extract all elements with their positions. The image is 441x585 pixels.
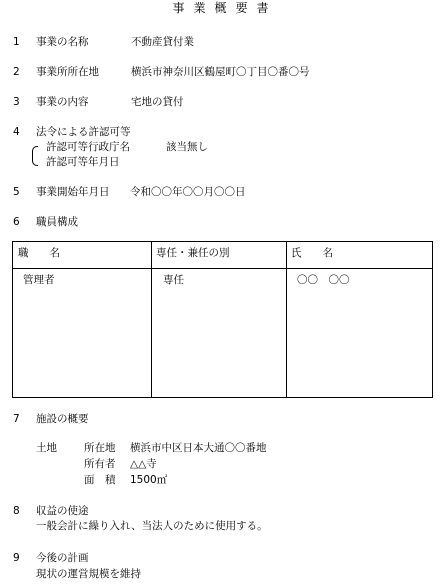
facility-owner-value: △△寺 (130, 458, 157, 470)
item-label-office-address: 事業所所在地 (36, 66, 99, 78)
permit-agency-value: 該当無し (166, 141, 208, 153)
table-row (13, 269, 433, 398)
item-label-facility: 施設の概要 (36, 413, 89, 425)
item-number: 8 (13, 505, 20, 517)
facility-location-label: 所在地 (84, 442, 116, 454)
permit-date-label: 許認可等年月日 (46, 156, 120, 168)
item-label-business-content: 事業の内容 (36, 96, 89, 108)
staff-header-position: 職 名 (18, 247, 60, 259)
staff-table-header-row (13, 242, 433, 269)
item-value-business-name: 不動産貸付業 (131, 36, 194, 48)
facility-land-label: 土地 (36, 442, 57, 454)
future-plan-text: 現状の運営規模を維持 (36, 568, 141, 580)
item-number: 7 (13, 413, 20, 425)
facility-area-label: 面 積 (84, 474, 116, 486)
item-number: 5 (13, 186, 20, 198)
staff-table (12, 241, 433, 398)
item-number: 1 (13, 36, 20, 48)
item-label-start-date: 事業開始年月日 (36, 186, 110, 198)
item-label-permits: 法令による許認可等 (36, 126, 131, 138)
item-number: 3 (13, 96, 20, 108)
permit-agency-label: 許認可等行政庁名 (46, 141, 130, 153)
staff-cell-employment-type: 専任 (163, 274, 184, 286)
item-value-office-address: 横浜市神奈川区鶴屋町〇丁目〇番〇号 (131, 66, 310, 78)
facility-location-value: 横浜市中区日本大通〇〇番地 (130, 442, 267, 454)
item-number: 9 (13, 552, 20, 564)
staff-header-employment-type: 専任・兼任の別 (156, 247, 230, 259)
facility-area-value: 1500㎡ (130, 474, 168, 486)
item-value-start-date: 令和〇〇年〇〇月〇〇日 (130, 186, 246, 198)
item-number: 6 (13, 216, 20, 228)
staff-cell-position: 管理者 (23, 274, 55, 286)
document-title: 事業概要書 (172, 1, 278, 15)
item-number: 4 (13, 126, 20, 138)
staff-cell-name: 〇〇 〇〇 (297, 274, 350, 286)
item-label-staff: 職員構成 (36, 216, 78, 228)
item-label-future-plan: 今後の計画 (36, 552, 89, 564)
revenue-use-text: 一般会計に繰り入れ、当法人のために使用する。 (36, 520, 268, 532)
permit-bracket (32, 146, 38, 166)
item-number: 2 (13, 66, 20, 78)
item-value-business-content: 宅地の貸付 (131, 96, 184, 108)
facility-owner-label: 所有者 (84, 458, 116, 470)
staff-header-name: 氏 名 (291, 247, 333, 259)
item-label-business-name: 事業の名称 (36, 36, 89, 48)
item-label-revenue-use: 収益の使途 (36, 505, 89, 517)
